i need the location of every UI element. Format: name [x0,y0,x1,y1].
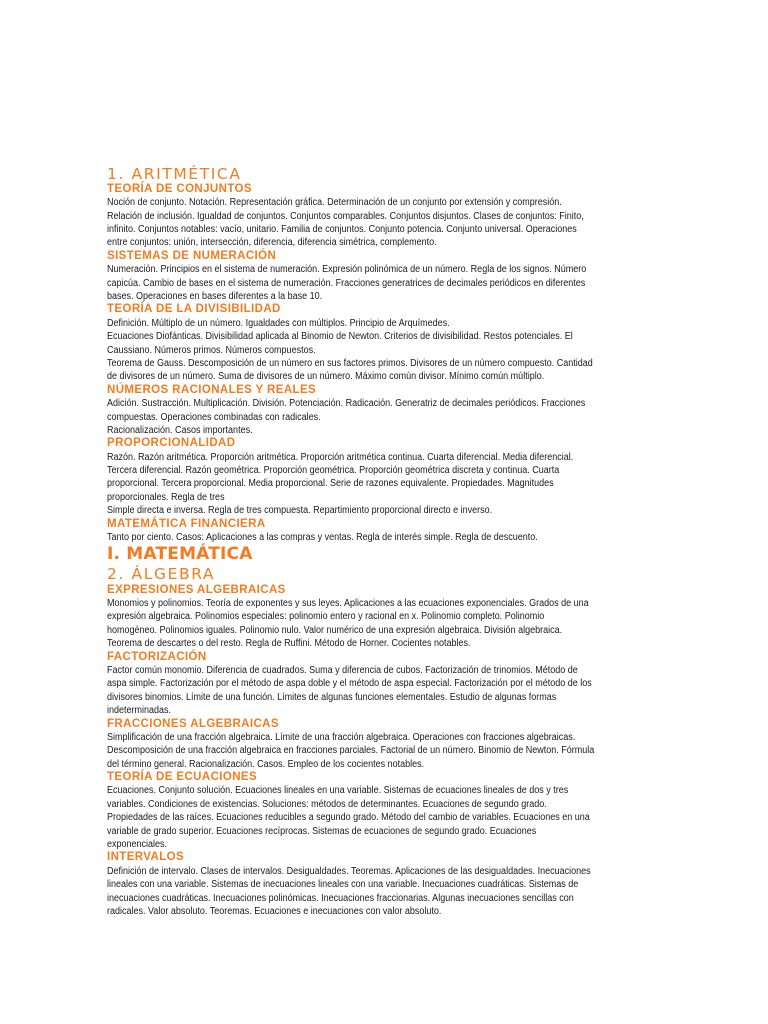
body-text-line: divisores binomios. Límite de una función. Límites de algunas funciones elementales. Estudio de algunas formas [107,691,557,703]
body-text-line: de divisores de un número. Suma de divisores de un número. Máximo común divisor. Mínimo común múltiplo. [107,371,545,383]
body-text-line: Razón. Razón aritmética. Proporción aritmética. Proporción aritmética continua. Cuarta diferencial. Media diferencial. [107,451,574,463]
body-text-line: Ecuaciones. Conjunto solución. Ecuaciones lineales en una variable. Sistemas de ecuaciones lineales de dos y tres [107,785,569,797]
body-text-line: Propiedades de las raíces. Ecuaciones reducibles a segundo grado. Método del cambio de variables. Ecuaciones en una [107,812,590,824]
body-text-line: Relación de inclusión. Igualdad de conjuntos. Conjuntos comparables. Conjuntos disjuntos. Clases de conjuntos: Finito, [107,210,584,222]
body-text-line: variable de grado superior. Ecuaciones recíprocas. Sistemas de ecuaciones de segundo grado. Ecuaciones [107,825,537,837]
body-text-line: Factor común monomio. Diferencia de cuadrados. Suma y diferencia de cubos. Factorización de trinomios. Método de [107,664,578,676]
section-title-arithmetic: 1. ARITMÉTICA [107,165,242,183]
body-text-line: Simplificación de una fracción algebraica. Límite de una fracción algebraica. Operaciones con fracciones algebraicas. [107,731,576,743]
topic-factorizacion [107,651,667,718]
topic-heading: NÚMEROS RACIONALES Y REALES [107,383,317,396]
body-text-line: capicúa. Cambio de bases en el sistema de numeración. Fracciones generatrices de decimales periódicos en diferentes [107,277,586,289]
body-text-line: indeterminadas. [107,705,172,717]
body-text-line: Numeración. Principios en el sistema de numeración. Expresión polinómica de un número. Regla de los signos. Número [107,264,587,276]
body-text-line: Noción de conjunto. Notación. Representación gráfica. Determinación de un conjunto por extensión y compresión. [107,197,562,209]
topic-heading: INTERVALOS [107,851,185,864]
topic-teoria-de-conjuntos [107,183,667,250]
body-text-line: Simple directa e inversa. Regla de tres compuesta. Repartimiento proporcional directo e inverso. [107,505,493,517]
topic-heading: FACTORIZACIÓN [107,650,207,663]
topic-sistemas-de-numeracion [107,250,667,304]
topic-heading: PROPORCIONALIDAD [107,437,236,450]
document-content [107,166,667,918]
body-text-line: Teorema de Gauss. Descomposición de un número en sus factores primos. Divisores de un número compuesto. Cantidad [107,357,593,369]
body-text-line: Definición de intervalo. Clases de intervalos. Desigualdades. Teoremas. Aplicaciones de las desigualdades. Inecuaciones [107,865,591,877]
body-text-line: proporcionales. Regla de tres [107,491,225,503]
section-title-algebra: 2. ÁLGEBRA [107,565,216,584]
topic-proporcionalidad [107,437,667,517]
topic-heading: TEORÍA DE LA DIVISIBILIDAD [107,303,281,316]
topic-matematica-financiera [107,518,667,545]
topic-heading: TEORÍA DE ECUACIONES [107,771,258,784]
topic-teoria-de-la-divisibilidad [107,303,667,383]
body-text-line: Caussiano. Números primos. Números compuestos. [107,344,316,356]
body-text-line: expresión algebraica. Polinomios especiales: polinomio entero y racional en x. Polinomio completo. Polinomio [107,611,545,623]
body-text-line: aspa simple. Factorización por el método de aspa doble y el método de aspa especial. Factorización por el método de los [107,678,592,690]
body-text-line: proporcional. Tercera proporcional. Media proporcional. Serie de razones equivalente. Propiedades. Magnitudes [107,478,554,490]
body-text-line: radicales. Valor absoluto. Teoremas. Ecuaciones e inecuaciones con valor absoluto. [107,906,442,917]
topic-teoria-de-ecuaciones [107,771,667,851]
body-text-line: Descomposición de una fracción algebraica en fracciones parciales. Factorial de un número. Binomio de Newton. Fórmula [107,745,595,757]
body-text-line: variables. Condiciones de existencias. Soluciones: métodos de determinantes. Ecuaciones de segundo grado. [107,798,547,810]
body-text-line: homogéneo. Polinomios iguales. Polinomio nulo. Valor numérico de una expresión algebraica. División algebraica. [107,624,563,636]
body-text-line: compuestas. Operaciones combinadas con radicales. [107,411,321,423]
topic-intervalos [107,851,667,918]
body-text-line: infinito. Conjuntos notables: vacío, unitario. Familia de conjuntos. Conjunto potencia. Conjunto universal. Operaciones [107,224,577,236]
topic-expresiones-algebraicas [107,584,667,651]
body-text-line: bases. Operaciones en bases diferentes a la base 10. [107,291,323,303]
body-text-line: Monomios y polinomios. Teoría de exponentes y sus leyes. Aplicaciones a las ecuaciones exponenciales. Grados de una [107,598,589,610]
body-text-line: Definición. Múltiplo de un número. Igualdades con múltiplos. Principio de Arquímedes. [107,317,450,329]
topic-heading: MATEMÁTICA FINANCIERA [107,517,266,530]
body-text-line: Tercera diferencial. Razón geométrica. Proporción geométrica. Proporción geométrica discreta y continua. Cuarta [107,465,560,477]
body-text-line: inecuaciones cuadráticas. Inecuaciones polinómicas. Inecuaciones fraccionarias. Algunas inecuaciones sencillas con [107,892,574,904]
topic-heading: TEORÍA DE CONJUNTOS [107,182,252,195]
topic-heading: FRACCIONES ALGEBRAICAS [107,717,279,730]
body-text-line: exponenciales. [107,839,168,851]
body-text-line: entre conjuntos: unión, intersección, diferencia, diferencia simétrica, complemento. [107,237,437,249]
topic-fracciones-algebraicas [107,718,667,772]
body-text-line: Racionalización. Casos importantes. [107,424,253,436]
body-text-line: Ecuaciones Diofánticas. Divisibilidad aplicada al Binomio de Newton. Criterios de divisibilidad. Restos potenciales. El [107,331,573,343]
body-text-line: Tanto por ciento. Casos: Aplicaciones a las compras y ventas. Regla de interés simple. Regla de descuento. [107,532,538,544]
topic-heading: EXPRESIONES ALGEBRAICAS [107,583,286,596]
main-title-matematica: I. MATEMÁTICA [107,544,253,565]
body-text-line: Teorema de descartes o del resto. Regla de Ruffini. Método de Horner. Cocientes notables. [107,638,471,650]
body-text-line: del término general. Racionalización. Casos. Empleo de los cocientes notables. [107,758,425,770]
body-text-line: Adición. Sustracción. Multiplicación. División. Potenciación. Radicación. Generatriz de decimales periódicos. Fracciones [107,398,586,410]
topic-numeros-racionales-y-reales [107,384,667,438]
topic-heading: SISTEMAS DE NUMERACIÓN [107,249,277,262]
body-text-line: lineales con una variable. Sistemas de inecuaciones lineales con una variable. Inecuaciones cuadráticas. Sistemas de [107,879,579,891]
